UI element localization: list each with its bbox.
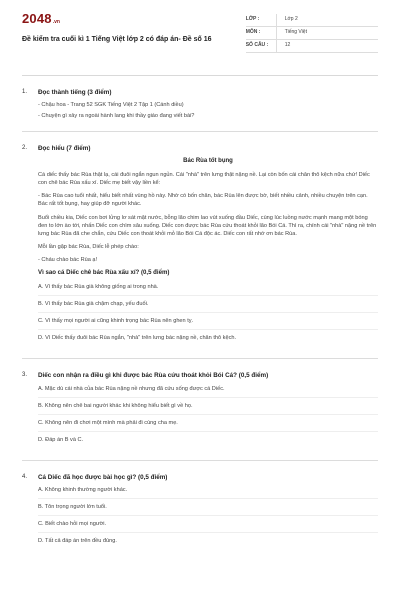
answer-option-a[interactable]: A. Không khinh thường người khác.: [38, 486, 378, 499]
section-title: Diếc con nhận ra điều gì khi được bác Rùa cứu thoát khỏi Bói Cá? (0,5 điểm): [38, 372, 269, 380]
meta-row-class: [246, 14, 378, 27]
answer-option-b[interactable]: B. Vì thấy bác Rùa già chậm chạp, yếu đuối.: [38, 300, 378, 313]
question-title: Vì sao cá Diếc chê bác Rùa xấu xí? (0,5 điểm): [38, 269, 170, 277]
passage-paragraph: Cá diếc thấy bác Rùa thật lạ, cái đuôi ngắn ngun ngủn. Cái "nhà" trên lưng thật nặng nề. Lại còn bốn cái chân thô kệch nữa chứ! Diếc con chê bác Rùa xấu xí. Diếc mẹ biết vậy liền kể:: [38, 172, 370, 187]
answer-option-b[interactable]: B. Không nên chê bai người khác khi không hiểu biết gì về họ.: [38, 402, 378, 415]
passage-paragraph: - Bác Rùa cao tuổi nhất, hiểu biết nhất vùng hồ này. Nhờ có bốn chân, bác Rùa lên được bờ, biết nhiều cảnh, nhiều chuyện trên cạn. Bác rất tốt bụng, hay giúp đỡ người khác.: [38, 193, 368, 208]
question-section-3: [22, 359, 378, 461]
document-header: [22, 10, 378, 76]
meta-row-count: [246, 40, 378, 53]
section-number: 1.: [22, 89, 28, 95]
reading-item: - Chậu hoa - Trang 52 SGK Tiếng Việt 2 Tập 1 (Cánh diều): [38, 102, 184, 109]
answer-option-c[interactable]: C. Không nên đi chơi một mình mà phải đi cùng cha mẹ.: [38, 419, 378, 432]
header-left: [22, 10, 246, 45]
logo-suffix: .vn: [52, 19, 60, 25]
site-logo[interactable]: [22, 10, 246, 29]
section-title: Đọc thành tiếng (3 điểm): [38, 89, 112, 96]
section-content: [38, 473, 378, 554]
answer-option-d[interactable]: D. Tất cả đáp án trên đều đúng.: [38, 538, 117, 545]
reading-item: - Chuyện gì xảy ra ngoài hành lang khi thầy giáo đang viết bài?: [38, 113, 195, 120]
answer-option-b[interactable]: B. Tôn trọng người lớn tuổi.: [38, 503, 378, 516]
meta-key: LỚP :: [245, 16, 260, 23]
section-content: [38, 371, 378, 452]
answer-option-a[interactable]: A. Mặc dù cái nhà của bác Rùa nặng nề nhưng đã cứu sống được cá Diếc.: [38, 385, 378, 398]
meta-table: [246, 14, 378, 53]
logo-main: 2048: [22, 11, 52, 26]
section-number: 3.: [22, 372, 28, 379]
passage-paragraph: Buổi chiều kia, Diếc con bơi lửng lơ sát mặt nước, bỗng lão chim lao vút xuống đầu Diếc, cùng lúc luồng nước mạnh mang một bóng đen to lớn ào tới, nhấn Diếc con chìm sâu xuống. Diếc con được bác Rùa cứu thoát khỏi lão Bói Cá. Thì ra, chính cái "nhà" nặng nề trên lưng bác Rùa đã che chắn, cứu Diếc con thoát khỏi mỏ lão Bói Cá độc ác. Diếc con rất nhớ ơn bác Rùa.: [38, 214, 377, 237]
passage-paragraph: - Cháu chào bác Rùa ạ!: [38, 257, 98, 264]
answer-option-a[interactable]: A. Vì thấy bác Rùa già không giống ai trong nhà.: [38, 283, 378, 296]
answer-option-c[interactable]: C. Biết chào hỏi mọi người.: [38, 520, 378, 533]
question-section-1: [22, 76, 378, 132]
meta-value: Tiếng Việt: [276, 27, 307, 39]
section-number: 2.: [22, 145, 28, 152]
passage-title: Bác Rùa tốt bụng: [183, 158, 233, 165]
meta-row-subject: [246, 27, 378, 40]
section-number: 4.: [22, 473, 28, 480]
meta-key: SỐ CÂU :: [245, 42, 269, 49]
section-title: Cá Diếc đã học được bài học gì? (0,5 điểm): [38, 473, 168, 481]
question-section-4: [22, 461, 378, 562]
meta-value: Lớp 2: [276, 14, 298, 26]
section-title: Đọc hiểu (7 điểm): [38, 145, 91, 153]
document-title: Đề kiểm tra cuối kì 1 Tiếng Việt lớp 2 có đáp án- Đề số 16: [22, 35, 212, 43]
passage-paragraph: Mỗi lần gặp bác Rùa, Diếc lễ phép chào:: [38, 243, 139, 250]
answer-option-d[interactable]: D. Vì Diếc thấy đuôi bác Rùa ngắn, "nhà" trên lưng bác nặng nề, chân thô kệch.: [38, 335, 237, 342]
section-content: [38, 144, 378, 350]
answer-option-c[interactable]: C. Vì thấy mọi người ai cũng khinh trọng bác Rùa nên ghen tỵ.: [38, 317, 378, 330]
answer-option-d[interactable]: D. Đáp án B và C.: [38, 436, 84, 443]
meta-value: 12: [276, 40, 291, 52]
section-content: [38, 88, 378, 123]
question-section-2: [22, 132, 378, 359]
meta-key: MÔN :: [245, 29, 261, 36]
